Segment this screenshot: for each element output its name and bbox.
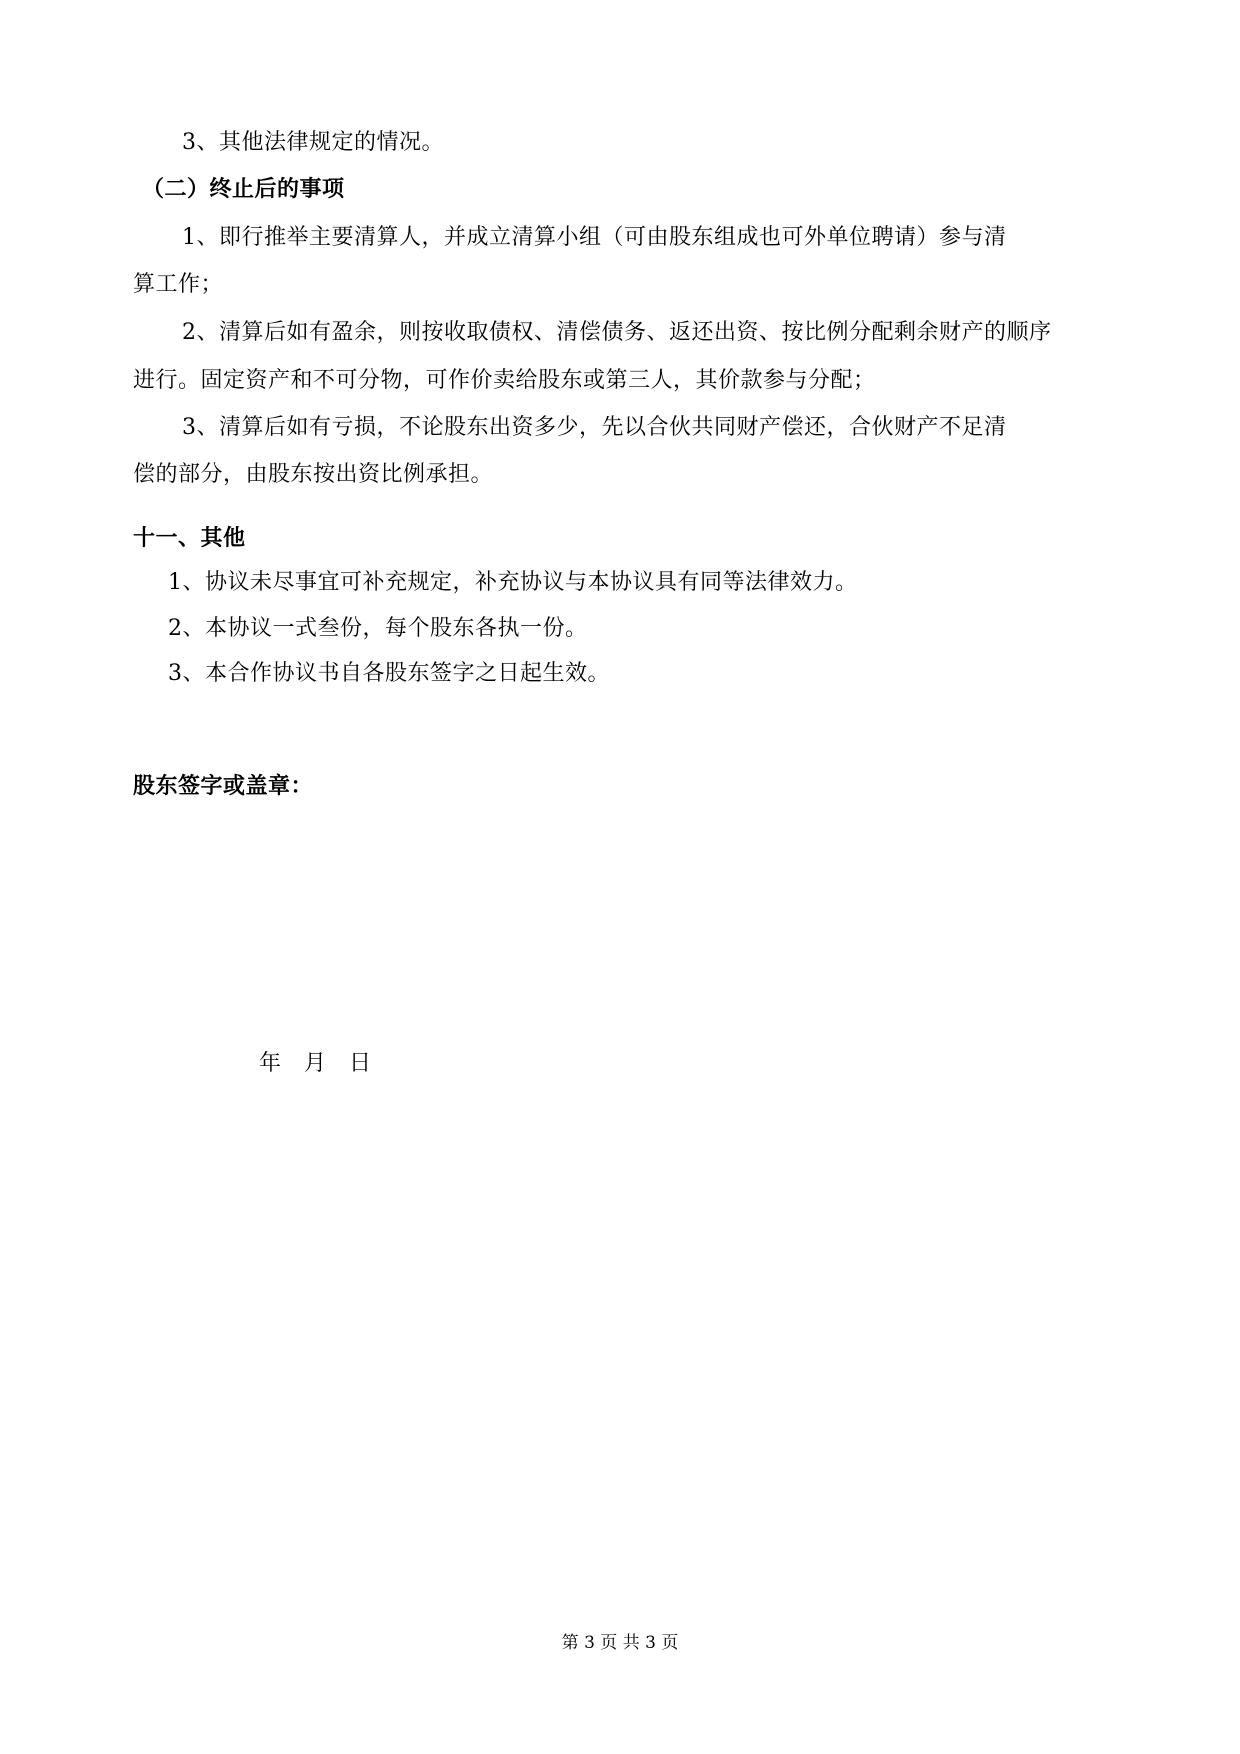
paragraph-other-item3: 3、本合作协议书自各股东签字之日起生效。: [168, 661, 610, 686]
paragraph-after-item2-line2: 进行。固定资产和不可分物，可作价卖给股东或第三人，其价款参与分配；: [133, 368, 876, 393]
subsection-heading-after-termination: （二）终止后的事项: [142, 177, 345, 202]
date-line: 年 月 日: [259, 1051, 372, 1076]
paragraph-other-item1: 1、协议未尽事宜可补充规定，补充协议与本协议具有同等法律效力。: [168, 570, 858, 595]
paragraph-other-item2: 2、本协议一式叁份，每个股东各执一份。: [168, 616, 588, 641]
paragraph-other-law-item: 3、其他法律规定的情况。: [182, 130, 444, 155]
paragraph-after-item3-line2: 偿的部分，由股东按出资比例承担。: [133, 462, 494, 487]
paragraph-after-item1-line2: 算工作；: [133, 272, 224, 297]
page-footer: 第 3 页 共 3 页: [561, 1633, 679, 1653]
signature-label: 股东签字或盖章：: [133, 774, 314, 799]
section-heading-eleven: 十一、其他: [133, 526, 246, 551]
paragraph-after-item1-line1: 1、即行推举主要清算人，并成立清算小组（可由股东组成也可外单位聘请）参与清: [182, 225, 1007, 250]
paragraph-after-item3-line1: 3、清算后如有亏损，不论股东出资多少，先以合伙共同财产偿还，合伙财产不足清: [182, 415, 1007, 440]
paragraph-after-item2-line1: 2、清算后如有盈余，则按收取债权、清偿债务、返还出资、按比例分配剩余财产的顺序: [182, 320, 1052, 345]
